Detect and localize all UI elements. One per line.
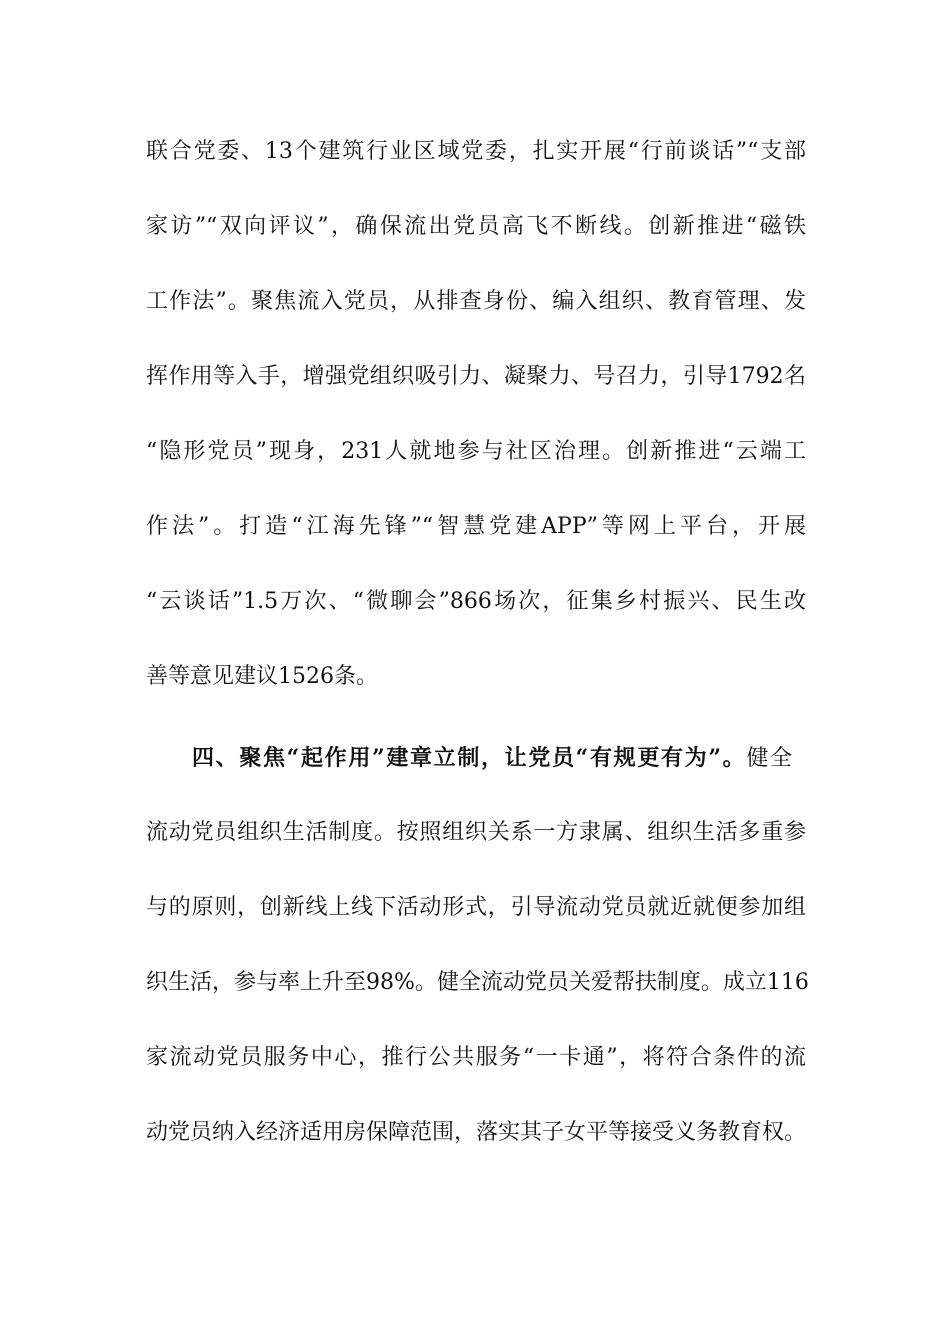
- paragraph-line: 家流动党员服务中心，推行公共服务“一卡通”，将符合条件的流: [146, 1045, 806, 1070]
- section-heading: 四、聚焦“起作用”建章立制，让党员“有规更有为”。: [192, 745, 747, 771]
- paragraph-line: 联合党委、13个建筑行业区域党委，扎实开展“行前谈话”“支部: [146, 139, 806, 164]
- section-heading-line: [192, 738, 792, 778]
- paragraph-line: “隐形党员”现身，231人就地参与社区治理。创新推进“云端工: [146, 439, 806, 464]
- paragraph-line: 动党员纳入经济适用房保障范围，落实其子女平等接受义务教育权。: [146, 1120, 807, 1145]
- paragraph-line: “云谈话”1.5万次、“微聊会”866场次，征集乡村振兴、民生改: [146, 589, 806, 614]
- paragraph-line: 织生活，参与率上升至98%。健全流动党员关爱帮扶制度。成立116: [146, 970, 809, 995]
- heading-line-continuation: 健全: [746, 746, 792, 771]
- paragraph-line: 流动党员组织生活制度。按照组织关系一方隶属、组织生活多重参: [146, 820, 806, 845]
- paragraph-line: 家访”“双向评议”，确保流出党员高飞不断线。创新推进“磁铁: [146, 214, 806, 239]
- paragraph-line: 挥作用等入手，增强党组织吸引力、凝聚力、号召力，引导1792名: [146, 364, 806, 389]
- paragraph-line: 善等意见建议1526条。: [146, 664, 378, 689]
- paragraph-line: 与的原则，创新线上线下活动形式，引导流动党员就近就便参加组: [146, 895, 806, 920]
- paragraph-line: 作法”。打造“江海先锋”“智慧党建APP”等网上平台，开展: [146, 514, 806, 539]
- paragraph-line: 工作法”。聚焦流入党员，从排查身份、编入组织、教育管理、发: [146, 289, 806, 314]
